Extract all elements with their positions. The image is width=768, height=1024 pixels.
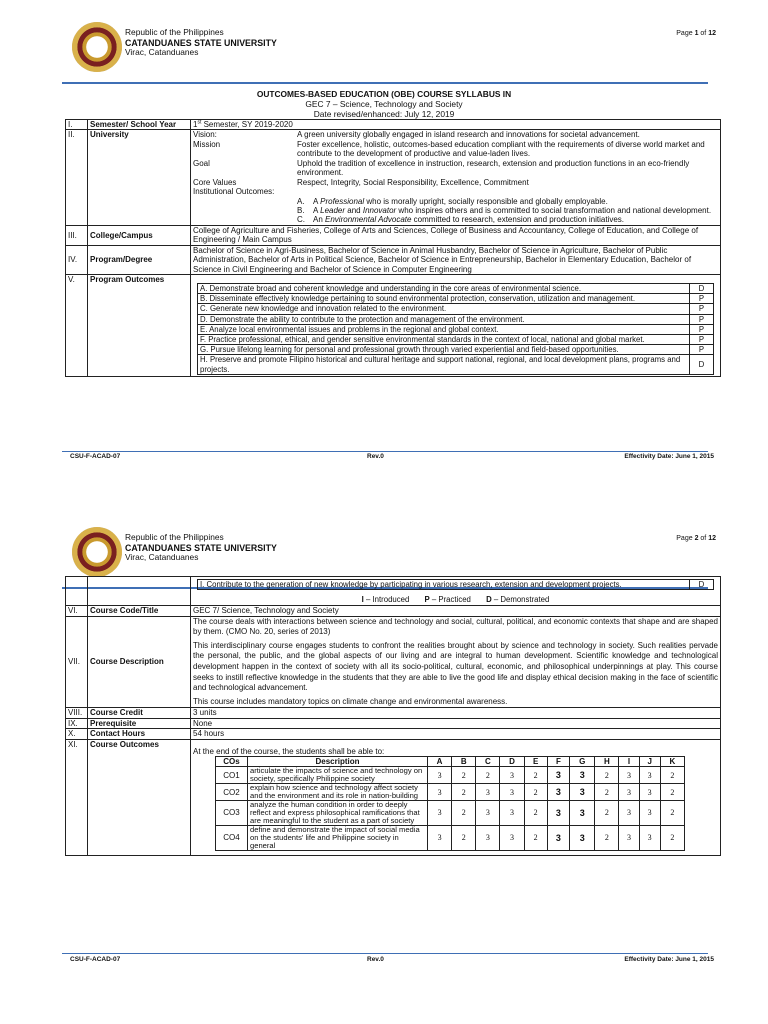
row-value <box>191 120 721 130</box>
program-outcome-row <box>198 304 714 314</box>
program-outcome-text: A. Demonstrate broad and coherent knowledge and understanding in the core areas of environmental science. <box>198 284 690 294</box>
co-level-cell: 3 <box>476 801 500 826</box>
program-outcome-level: D <box>690 580 714 590</box>
title-line-3: Date revised/enhanced: July 12, 2019 <box>313 108 455 119</box>
page-prefix: Page <box>676 30 695 37</box>
row-label: Course Description <box>88 616 191 707</box>
co-header-letter: F <box>547 756 569 766</box>
syllabus-page-2 <box>0 520 768 990</box>
form-code: CSU-F-ACAD-07 <box>70 453 121 460</box>
co-header-letter: C <box>476 756 500 766</box>
revision: Rev.0 <box>367 453 384 460</box>
txt: and <box>345 205 363 215</box>
co-level-cell: 2 <box>595 826 619 851</box>
co-header-letter: K <box>660 756 684 766</box>
co-level-cell: 2 <box>524 826 547 851</box>
row-value: GEC 7/ Science, Technology and Society <box>191 606 721 616</box>
effectivity-date: Effectivity Date: June 1, 2015 <box>624 453 714 460</box>
co-header-row <box>216 756 685 766</box>
row-num: VIII. <box>66 708 88 718</box>
co-level-cell: 2 <box>476 767 500 784</box>
co-level-cell: 2 <box>660 826 684 851</box>
row-program <box>66 245 721 274</box>
effectivity-date: Effectivity Date: June 1, 2015 <box>624 956 714 963</box>
row-value: College of Agriculture and Fisheries, College of Arts and Sciences, College of Business and Accountancy, College of Education, and College of Engineering / Main Campus <box>191 225 721 245</box>
program-outcomes-body <box>198 284 714 375</box>
co-level-cell: 3 <box>428 801 452 826</box>
university-name: CATANDUANES STATE UNIVERSITY <box>125 37 277 48</box>
title-line-1: OUTCOMES-BASED EDUCATION (OBE) COURSE SYLLABUS IN <box>256 89 512 99</box>
row-course-credit <box>66 708 721 718</box>
co-description: articulate the impacts of science and technology on society, specifically Philippine society <box>248 767 428 784</box>
row-value <box>191 616 721 707</box>
row-college <box>66 225 721 245</box>
row-value: None <box>191 718 721 728</box>
co-level-cell: 2 <box>595 801 619 826</box>
program-outcome-text: G. Pursue lifelong learning for personal and professional growth through varied experiential and field-based opportunities. <box>198 345 690 355</box>
outcome-letter: B. <box>297 205 305 215</box>
header-rule <box>62 82 708 84</box>
row-num: II. <box>66 130 88 225</box>
outcome-text <box>313 215 624 224</box>
co-level-cell: 3 <box>619 784 639 801</box>
co-header-letter: J <box>639 756 660 766</box>
row-university <box>66 130 721 225</box>
row-course-description <box>66 616 721 707</box>
co-level-cell: 2 <box>595 767 619 784</box>
co-level-cell: 3 <box>570 767 595 784</box>
inst-outcome-b <box>193 206 718 215</box>
program-outcome-level: P <box>690 304 714 314</box>
page-of: of <box>698 535 709 542</box>
outcome-letter: A. <box>297 196 305 206</box>
co-level-cell: 2 <box>660 784 684 801</box>
sem-sup: st <box>197 119 202 126</box>
co-level-cell: 3 <box>570 784 595 801</box>
syllabus-title <box>0 90 768 120</box>
program-outcome-text: H. Preserve and promote Filipino historical and cultural heritage and support national, regional, and local development plans, programs and projects. <box>198 355 690 374</box>
program-outcome-level: P <box>690 324 714 334</box>
program-outcome-row <box>198 294 714 304</box>
co-level-cell: 2 <box>595 784 619 801</box>
co-level-cell: 3 <box>428 826 452 851</box>
co-description: analyze the human condition in order to deeply reflect and express philosophical ramifications that are meaningful to the student as a part of society <box>248 801 428 826</box>
co-description: explain how science and technology affect society and the environment and its role in nation-building <box>248 784 428 801</box>
university-location: Virac, Catanduanes <box>125 552 199 563</box>
page-number <box>676 30 716 38</box>
row-value <box>191 130 721 225</box>
co-level-cell: 3 <box>547 784 569 801</box>
co-id: CO4 <box>216 826 248 851</box>
co-header-letter: G <box>570 756 595 766</box>
row-num: III. <box>66 225 88 245</box>
co-level-cell: 3 <box>476 826 500 851</box>
row-num: X. <box>66 729 88 739</box>
txt: A <box>313 196 321 206</box>
core-key: Core Values <box>193 177 237 187</box>
co-id: CO1 <box>216 767 248 784</box>
mission <box>193 140 718 159</box>
co-header-letter: A <box>428 756 452 766</box>
co-level-cell: 3 <box>619 801 639 826</box>
sem-value-b: Semester, SY 2019-2020 <box>201 120 293 129</box>
co-level-cell: 3 <box>639 767 660 784</box>
co-level-cell: 3 <box>547 767 569 784</box>
desc-paragraph: This course includes mandatory topics on climate change and environmental awareness. <box>193 696 508 706</box>
row-value <box>191 577 721 606</box>
letterhead <box>125 533 277 563</box>
co-row <box>216 784 685 801</box>
row-num: V. <box>66 275 88 377</box>
desc-paragraph: The course deals with interactions between science and technology and social, cultural, political, and economic contexts that shape and are shaped by them. (CMO No. 20, series of 2013) <box>193 616 718 637</box>
row-course-code <box>66 606 721 616</box>
co-header-description: Description <box>248 756 428 766</box>
txt-italic: Environmental Advocate <box>325 215 412 225</box>
goal-value: Uphold the tradition of excellence in instruction, research, extension and production functions in an eco-friendly environment. <box>297 158 690 178</box>
co-description: define and demonstrate the impact of social media on the students' life and Philippine society in general <box>248 826 428 851</box>
program-outcome-row <box>198 324 714 334</box>
txt-italic: Innovator <box>362 205 397 215</box>
co-id: CO2 <box>216 784 248 801</box>
row-program-outcomes <box>66 275 721 377</box>
vision-key: Vision: <box>193 130 217 140</box>
co-level-cell: 3 <box>428 784 452 801</box>
co-level-cell: 3 <box>500 801 524 826</box>
legend-text: – Practiced <box>429 595 471 605</box>
row-num <box>66 577 88 606</box>
co-level-cell: 2 <box>660 801 684 826</box>
row-program-outcomes-cont <box>66 577 721 606</box>
level-legend <box>197 590 714 605</box>
txt: committed to research, extension and production initiatives. <box>411 215 624 225</box>
legend-key: I <box>361 595 364 605</box>
co-id: CO3 <box>216 801 248 826</box>
program-outcomes-table-cont <box>197 579 714 590</box>
syllabus-info-table <box>65 119 721 377</box>
co-header-letter: I <box>619 756 639 766</box>
syllabus-page-1 <box>0 15 768 485</box>
program-outcome-row <box>198 334 714 344</box>
co-level-cell: 3 <box>500 767 524 784</box>
footer <box>70 956 718 964</box>
page-number <box>676 535 716 543</box>
co-level-cell: 3 <box>639 826 660 851</box>
page-current: 1 <box>694 30 699 37</box>
row-value: 54 hours <box>191 729 721 739</box>
program-outcome-row <box>198 284 714 294</box>
co-table-head <box>216 756 685 766</box>
goal-key: Goal <box>193 158 210 168</box>
letterhead <box>125 28 277 58</box>
vision-value: A green university globally engaged in island research and innovations for societal advancement. <box>297 130 640 140</box>
core-value: Respect, Integrity, Social Responsibility, Excellence, Commitment <box>297 177 529 187</box>
vision <box>193 130 718 139</box>
page-prefix: Page <box>676 535 695 542</box>
row-label: Semester/ School Year <box>88 120 191 130</box>
row-value <box>191 275 721 377</box>
txt: who is morally upright, socially responsible and globally employable. <box>364 196 608 206</box>
title-line-2: GEC 7 – Science, Technology and Society <box>305 98 463 109</box>
university-seal-icon <box>72 527 122 577</box>
republic-line: Republic of the Philippines <box>125 27 224 37</box>
outcome-text <box>313 197 608 206</box>
program-outcome-level: D <box>690 355 714 374</box>
footer <box>70 453 718 461</box>
outcome-letter: C. <box>297 215 305 225</box>
program-outcome-level: P <box>690 314 714 324</box>
row-label: Program/Degree <box>88 245 191 274</box>
inst-outcome-a <box>193 197 718 206</box>
program-outcome-text: E. Analyze local environmental issues and problems in the regional and global context. <box>198 324 690 334</box>
co-level-cell: 2 <box>452 826 476 851</box>
sem-value-a: 1 <box>193 120 198 129</box>
program-outcome-text: B. Disseminate effectively knowledge pertaining to sound environmental protection, conservation, utilization and management. <box>198 294 690 304</box>
footer-rule <box>62 953 708 954</box>
footer-rule <box>62 451 708 452</box>
row-label: College/Campus <box>88 225 191 245</box>
row-label: Course Credit <box>88 708 191 718</box>
row-course-outcomes <box>66 739 721 856</box>
mission-key: Mission <box>193 139 221 149</box>
co-level-cell: 3 <box>570 826 595 851</box>
program-outcome-row <box>198 355 714 374</box>
co-level-cell: 2 <box>452 784 476 801</box>
co-level-cell: 2 <box>524 767 547 784</box>
program-outcome-row <box>198 345 714 355</box>
co-level-cell: 2 <box>524 801 547 826</box>
goal <box>193 159 718 178</box>
form-code: CSU-F-ACAD-07 <box>70 956 121 963</box>
co-header-letter: D <box>500 756 524 766</box>
row-num: IX. <box>66 718 88 728</box>
co-level-cell: 3 <box>619 767 639 784</box>
page-current: 2 <box>694 535 699 542</box>
txt-italic: Professional <box>320 196 365 206</box>
row-label: Contact Hours <box>88 729 191 739</box>
co-level-cell: 2 <box>660 767 684 784</box>
university-seal-icon <box>72 22 122 72</box>
row-label: University <box>88 130 191 225</box>
row-num: I. <box>66 120 88 130</box>
program-outcome-level: P <box>690 345 714 355</box>
co-level-cell: 3 <box>500 784 524 801</box>
program-outcome-text: D. Demonstrate the ability to contribute to the protection and management of the environment. <box>198 314 690 324</box>
row-num: VI. <box>66 606 88 616</box>
co-level-cell: 3 <box>428 767 452 784</box>
legend-text: – Introduced <box>363 595 410 605</box>
co-level-cell: 3 <box>619 826 639 851</box>
row-num: XI. <box>66 739 88 856</box>
co-level-cell: 2 <box>452 801 476 826</box>
row-contact-hours <box>66 729 721 739</box>
co-level-cell: 3 <box>547 801 569 826</box>
co-level-cell: 2 <box>524 784 547 801</box>
program-outcomes-table <box>197 283 714 375</box>
revision: Rev.0 <box>367 956 384 963</box>
co-header-letter: B <box>452 756 476 766</box>
row-value <box>191 739 721 856</box>
txt-italic: Leader <box>320 205 346 215</box>
co-table-body <box>216 767 685 851</box>
page-of: of <box>698 30 709 37</box>
row-value: Bachelor of Science in Agri-Business, Bachelor of Science in Animal Husbandry, Bachelor of Science in Agriculture, Bachelor of Public Administration, Bachelor of Arts in Political Science, Bachelor of Science in Entrepreneurship, Bachelor in Elementary Education, Bachelor of Science in Civil Engineering and Bachelor of Science in Computer Engineering <box>191 245 721 274</box>
co-header-cos: COs <box>216 756 248 766</box>
co-row <box>216 826 685 851</box>
row-num: IV. <box>66 245 88 274</box>
program-outcome-text: I. Contribute to the generation of new knowledge by participating in various research, extension and development projects. <box>198 580 690 590</box>
co-level-cell: 3 <box>476 784 500 801</box>
txt: An <box>313 215 326 225</box>
outcome-text <box>313 206 711 215</box>
legend-key: D <box>486 595 492 605</box>
program-outcome-text: F. Practice professional, ethical, and gender sensitive environmental standards in the context of local, national and global market. <box>198 334 690 344</box>
legend-key: P <box>424 595 430 605</box>
program-outcome-text: C. Generate new knowledge and innovation related to the environment. <box>198 304 690 314</box>
co-row <box>216 767 685 784</box>
program-outcome-row <box>198 580 714 590</box>
txt: who inspires others and is committed to social transformation and national development. <box>396 205 712 215</box>
co-row <box>216 801 685 826</box>
row-value: 3 units <box>191 708 721 718</box>
program-outcome-row <box>198 314 714 324</box>
co-level-cell: 3 <box>500 826 524 851</box>
co-level-cell: 3 <box>547 826 569 851</box>
core-values <box>193 178 718 187</box>
txt: A <box>313 205 321 215</box>
row-label: Course Code/Title <box>88 606 191 616</box>
row-label: Course Outcomes <box>88 739 191 856</box>
co-level-cell: 3 <box>639 801 660 826</box>
program-outcome-level: P <box>690 334 714 344</box>
page-total: 12 <box>708 30 716 37</box>
course-outcomes-intro: At the end of the course, the students shall be able to: <box>193 746 385 756</box>
program-outcome-level: D <box>690 284 714 294</box>
row-label: Prerequisite <box>88 718 191 728</box>
row-label <box>88 577 191 606</box>
co-header-letter: E <box>524 756 547 766</box>
republic-line: Republic of the Philippines <box>125 532 224 542</box>
inst-outcome-c <box>193 215 718 224</box>
co-level-cell: 3 <box>639 784 660 801</box>
row-num: VII. <box>66 616 88 707</box>
desc-paragraph: This interdisciplinary course engages students to confront the realities brought about by science and technology in society. Such realities pervade the personal, the public, and the global aspects of our living and are integral to human development. Scientific knowledge and technological development happen in the context of society with all its socio-political, cultural, economic, and philosophical underpinnings at play. This course seeks to instill reflective knowledge in the students that they are able to live the good life and display ethical decision making in the face of scientific and technological advancement. <box>193 640 718 693</box>
syllabus-info-table-cont <box>65 576 721 856</box>
co-level-cell: 3 <box>570 801 595 826</box>
co-header-letter: H <box>595 756 619 766</box>
co-level-cell: 2 <box>452 767 476 784</box>
row-semester <box>66 120 721 130</box>
university-name: CATANDUANES STATE UNIVERSITY <box>125 542 277 553</box>
institutional-outcomes-key: Institutional Outcomes: <box>193 187 275 197</box>
mission-value: Foster excellence, holistic, outcomes-based education compliant with the requirements of diverse world market and contribute to the development of productive and value-laden lives. <box>297 139 705 159</box>
program-outcome-level: P <box>690 294 714 304</box>
course-outcomes-table <box>215 756 685 851</box>
row-label: Program Outcomes <box>88 275 191 377</box>
page-total: 12 <box>708 535 716 542</box>
row-prerequisite <box>66 718 721 728</box>
legend-text: – Demonstrated <box>491 595 550 605</box>
university-location: Virac, Catanduanes <box>125 47 199 58</box>
